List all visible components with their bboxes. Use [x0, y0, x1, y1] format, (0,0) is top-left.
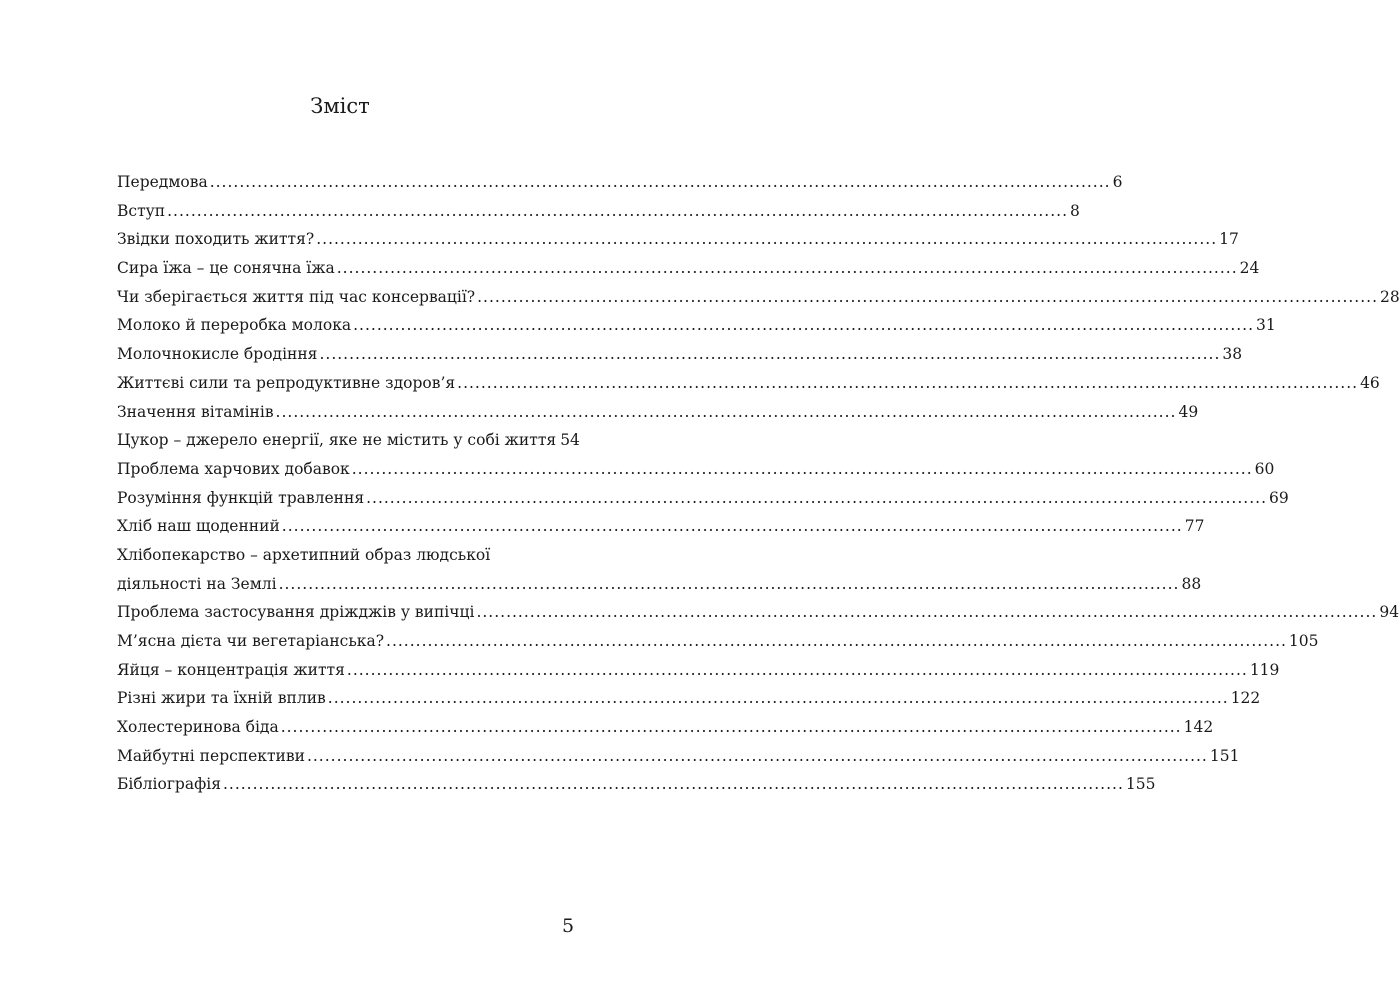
toc-entry-page: 94: [1379, 603, 1400, 622]
toc-entry[interactable]: [117, 744, 1240, 773]
toc-entry[interactable]: [117, 227, 1239, 256]
toc-entry-title: Вступ: [117, 201, 166, 220]
toc-entry-title: Молоко й переробка молока: [117, 316, 352, 335]
toc-entry[interactable]: [117, 170, 1123, 199]
toc-entry-page: 142: [1183, 718, 1214, 737]
dot-leader: [476, 600, 1377, 624]
toc-entry-title: Сира їжа – це сонячна їжа: [117, 259, 335, 278]
toc-entry[interactable]: [117, 715, 1214, 744]
toc-entry[interactable]: [117, 514, 1205, 543]
toc-entry-page: 38: [1222, 345, 1243, 364]
toc-entry[interactable]: [117, 342, 1243, 371]
toc-entry-page: 24: [1239, 259, 1260, 278]
toc-entry-title: Хліб наш щоденний: [117, 517, 280, 536]
toc-entry-title: діяльності на Землі: [117, 574, 277, 593]
dot-leader: [279, 572, 1180, 596]
toc-entry[interactable]: [117, 285, 1400, 314]
toc-entry-title: Майбутні перспективи: [117, 746, 305, 765]
dot-leader: [386, 629, 1287, 653]
dot-leader: [337, 256, 1238, 280]
dot-leader: [282, 514, 1183, 538]
toc-entry-page: 8: [1070, 201, 1080, 220]
toc-entry-title: Значення вітамінів: [117, 402, 274, 421]
toc-entry-title: Проблема застосування дріжджів у випічці: [117, 603, 475, 622]
toc-entry-page: 77: [1184, 517, 1205, 536]
toc-entry-page: 28: [1380, 287, 1400, 306]
dot-leader: [307, 744, 1208, 768]
toc-entry-page: 17: [1219, 230, 1239, 249]
toc-entry-title: Різні жири та їхній вплив: [117, 689, 326, 708]
toc-entry-title: Розуміння функцій травлення: [117, 488, 365, 507]
toc-entry-title: Проблема харчових добавок: [117, 459, 350, 478]
toc-entry-title: Холестеринова біда: [117, 718, 279, 737]
toc-entry[interactable]: [117, 600, 1400, 629]
toc-entry-title: Цукор – джерело енергії, яке не містить у собі життя: [117, 431, 557, 450]
toc-entry[interactable]: [117, 313, 1276, 342]
dot-leader: [210, 170, 1111, 194]
toc-entry-page: 54: [560, 431, 580, 450]
dot-leader: [353, 313, 1254, 337]
toc-entry-title: Чи зберігається життя під час консервації?: [117, 287, 476, 306]
toc-entry-title: Життєві сили та репродуктивне здоров’я: [117, 373, 456, 392]
toc-entry-page: 119: [1249, 660, 1280, 679]
toc-entry[interactable]: [117, 428, 580, 457]
toc-entry-page: 6: [1112, 173, 1123, 191]
toc-entry-title: М’ясна дієта чи вегетаріанська?: [117, 632, 385, 650]
toc-entry-page: 46: [1360, 373, 1380, 392]
dot-leader: [352, 457, 1253, 481]
page-number: 5: [562, 915, 575, 937]
toc-entry-title: Молочнокисле бродіння: [117, 345, 318, 364]
toc-entry-page: 151: [1209, 746, 1240, 765]
toc-entry-page: 105: [1288, 632, 1319, 650]
dot-leader: [276, 400, 1177, 424]
toc-entry[interactable]: [117, 658, 1280, 687]
dot-leader: [281, 715, 1182, 739]
toc-entry[interactable]: [117, 256, 1260, 285]
dot-leader: [347, 658, 1248, 682]
toc-entry-title: Хлібопекарство – архетипний образ людської: [117, 545, 491, 564]
toc-entry[interactable]: [117, 543, 573, 572]
toc-entry-title: Яйця – концентрація життя: [117, 660, 345, 679]
toc-entry-page: 155: [1125, 775, 1156, 794]
toc-entry[interactable]: [117, 572, 1202, 601]
dot-leader: [223, 772, 1124, 796]
toc-entry[interactable]: [117, 772, 1156, 801]
dot-leader: [319, 342, 1220, 366]
toc-entry[interactable]: [117, 199, 1080, 228]
toc-entry-page: 122: [1230, 689, 1261, 708]
toc-entry-title: Бібліографія: [117, 775, 221, 794]
toc-entry[interactable]: [117, 629, 1319, 658]
toc-entry[interactable]: [117, 686, 1261, 715]
toc-entry-page: 88: [1181, 574, 1202, 593]
toc-entry-title: Передмова: [117, 173, 208, 191]
dot-leader: [316, 227, 1217, 251]
toc-entry[interactable]: [117, 457, 1275, 486]
toc-entry[interactable]: [117, 486, 1289, 515]
table-of-contents: [117, 170, 1400, 801]
dot-leader: [167, 199, 1068, 223]
dot-leader: [477, 285, 1378, 309]
toc-entry[interactable]: [117, 400, 1199, 429]
toc-entry-page: 49: [1178, 402, 1199, 421]
toc-entry-title: Звідки походить життя?: [117, 230, 315, 249]
toc-entry-page: 69: [1269, 488, 1289, 507]
toc-entry[interactable]: [117, 371, 1380, 400]
dot-leader: [457, 371, 1358, 395]
page-title: Зміст: [310, 94, 370, 118]
dot-leader: [366, 486, 1267, 510]
dot-leader: [328, 686, 1229, 710]
toc-entry-page: 60: [1254, 459, 1275, 478]
toc-entry-page: 31: [1256, 316, 1276, 335]
